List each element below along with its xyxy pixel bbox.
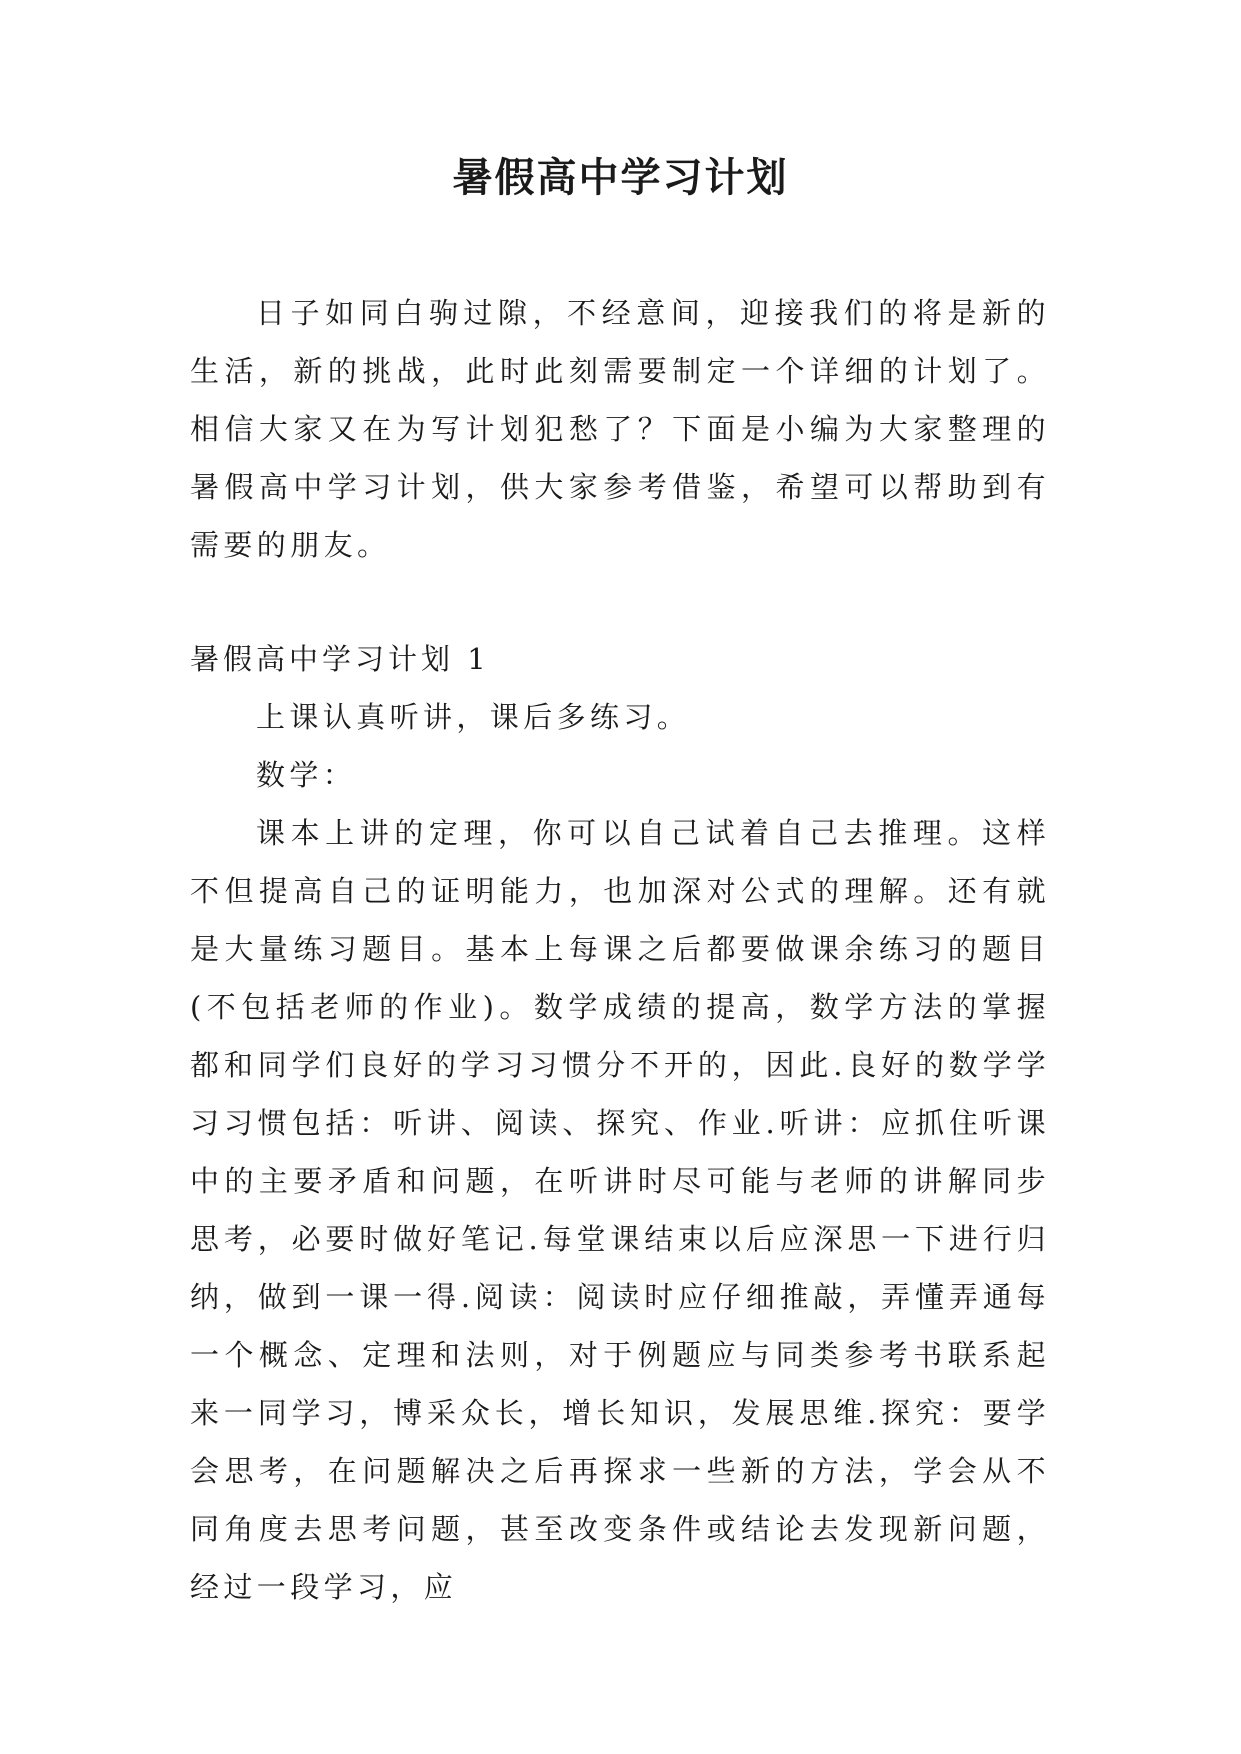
math-subject-label: 数学： (256, 758, 357, 792)
section-heading: 暑假高中学习计划 1 (190, 642, 490, 676)
intro-paragraph: 日子如同白驹过隙，不经意间，迎接我们的将是新的生活，新的挑战，此时此刻需要制定一个详细的计划了。相信大家又在为写计划犯愁了？下面是小编为大家整理的暑假高中学习计划，供大家参考借鉴，希望可以帮助到有需要的朋友。 (190, 296, 1050, 562)
math-body-paragraph: 课本上讲的定理，你可以自己试着自己去推理。这样不但提高自己的证明能力，也加深对公式的理解。还有就是大量练习题目。基本上每课之后都要做课余练习的题目(不包括老师的作业)。数学成绩的提高，数学方法的掌握都和同学们良好的学习习惯分不开的，因此.良好的数学学习习惯包括：听讲、阅读、探究、作业.听讲：应抓住听课中的主要矛盾和问题，在听讲时尽可能与老师的讲解同步思考，必要时做好笔记.每堂课结束以后应深思一下进行归纳，做到一课一得.阅读：阅读时应仔细推敲，弄懂弄通每一个概念、定理和法则，对于例题应与同类参考书联系起来一同学习，博采众长，增长知识，发展思维.探究：要学会思考，在问题解决之后再探求一些新的方法，学会从不同角度去思考问题，甚至改变条件或结论去发现新问题，经过一段学习，应 (190, 816, 1050, 1604)
study-tip-paragraph: 上课认真听讲，课后多练习。 (256, 700, 691, 734)
document-title: 暑假高中学习计划 (452, 154, 789, 201)
